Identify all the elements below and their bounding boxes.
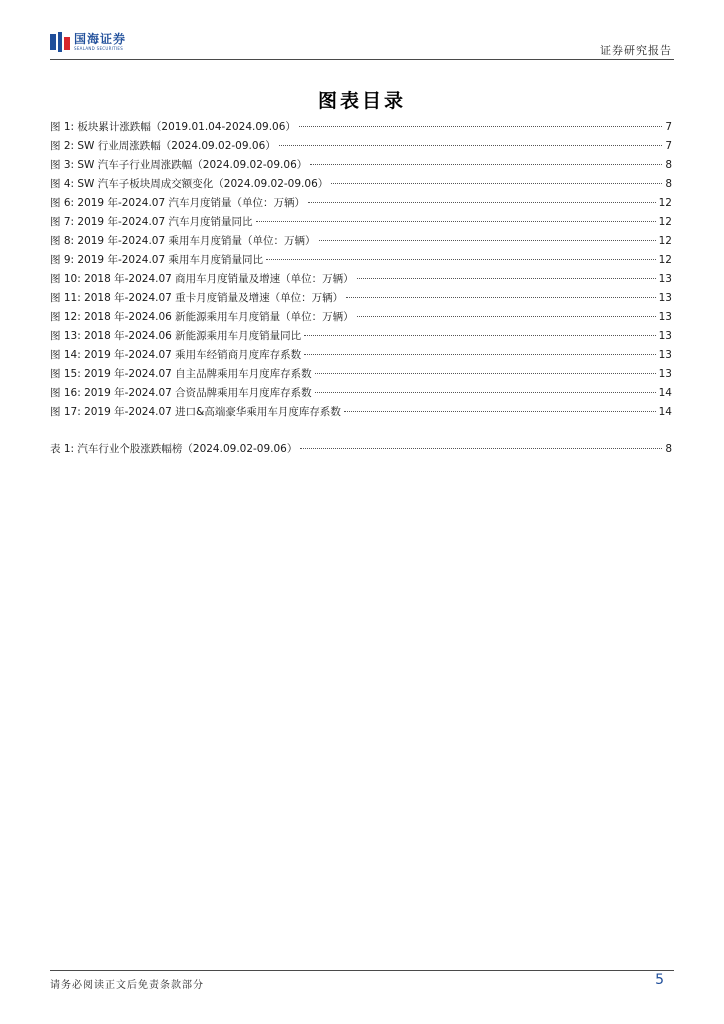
disclaimer-note: 请务必阅读正文后免责条款部分 — [50, 980, 204, 991]
toc-entry-label: 图 11: 2018 年-2024.07 重卡月度销量及增速（单位：万辆） — [50, 292, 344, 304]
toc-entry-page: 12 — [658, 197, 672, 209]
toc-entry-label: 图 8: 2019 年-2024.07 乘用车月度销量（单位：万辆） — [50, 235, 316, 247]
page-header — [50, 30, 674, 60]
toc-entry[interactable] — [50, 271, 672, 290]
toc-entry-page: 13 — [658, 273, 672, 285]
toc-entry[interactable] — [50, 157, 672, 176]
toc-entry[interactable] — [50, 404, 672, 423]
dot-leader — [304, 335, 655, 336]
toc-entry[interactable] — [50, 195, 672, 214]
dot-leader — [346, 297, 655, 298]
header-divider — [50, 59, 674, 60]
figure-table-of-contents — [50, 119, 672, 460]
dot-leader — [319, 240, 656, 241]
toc-entry-page: 13 — [658, 292, 672, 304]
toc-entry-page: 8 — [665, 159, 672, 171]
toc-entry-label: 图 3: SW 汽车子行业周涨跌幅（2024.09.02-09.06） — [50, 159, 308, 171]
toc-entry-label: 图 1: 板块累计涨跌幅（2019.01.04-2024.09.06） — [50, 121, 296, 133]
footer-divider — [50, 970, 674, 971]
toc-entry-label: 图 7: 2019 年-2024.07 汽车月度销量同比 — [50, 216, 253, 228]
toc-entry-page: 12 — [658, 235, 672, 247]
toc-entry-label: 图 17: 2019 年-2024.07 进口&高端豪华乘用车月度库存系数 — [50, 406, 341, 418]
toc-entry-page: 12 — [658, 254, 672, 266]
page-title: 图表目录 — [317, 90, 406, 112]
toc-entry-page: 8 — [665, 443, 672, 455]
toc-entry-label: 图 9: 2019 年-2024.07 乘用车月度销量同比 — [50, 254, 263, 266]
toc-entry[interactable] — [50, 290, 672, 309]
toc-entry-page: 14 — [658, 406, 672, 418]
dot-leader — [300, 448, 662, 449]
toc-entry-label: 图 12: 2018 年-2024.06 新能源乘用车月度销量（单位：万辆） — [50, 311, 354, 323]
dot-leader — [304, 354, 655, 355]
toc-entry-label: 图 2: SW 行业周涨跌幅（2024.09.02-09.06） — [50, 140, 276, 152]
company-logo — [50, 30, 126, 54]
report-type-label: 证券研究报告 — [600, 44, 672, 57]
toc-entry[interactable] — [50, 347, 672, 366]
page-number: 5 — [655, 972, 664, 988]
dot-leader — [315, 392, 656, 393]
dot-leader — [310, 164, 662, 165]
toc-entry-page: 13 — [658, 311, 672, 323]
logo-name-en: SEALAND SECURITIES — [74, 46, 124, 51]
dot-leader — [266, 259, 656, 260]
dot-leader — [344, 411, 656, 412]
list-spacer — [50, 423, 672, 441]
toc-entry[interactable] — [50, 233, 672, 252]
toc-entry-label: 图 10: 2018 年-2024.07 商用车月度销量及增速（单位：万辆） — [50, 273, 354, 285]
toc-entry[interactable] — [50, 328, 672, 347]
toc-entry-page: 14 — [658, 387, 672, 399]
dot-leader — [315, 373, 656, 374]
toc-entry-page: 7 — [665, 140, 672, 152]
toc-entry-page: 13 — [658, 330, 672, 342]
dot-leader — [256, 221, 656, 222]
toc-entry-page: 12 — [658, 216, 672, 228]
sealand-logo-icon — [50, 32, 70, 52]
toc-entry-page: 8 — [665, 178, 672, 190]
toc-entry-label: 表 1: 汽车行业个股涨跌幅榜（2024.09.02-09.06） — [50, 443, 298, 455]
toc-entry-label: 图 14: 2019 年-2024.07 乘用车经销商月度库存系数 — [50, 349, 302, 361]
figure-list — [50, 119, 672, 423]
logo-name-cn: 国海证券 — [74, 32, 127, 46]
toc-entry[interactable] — [50, 252, 672, 271]
toc-entry[interactable] — [50, 176, 672, 195]
toc-entry[interactable] — [50, 214, 672, 233]
dot-leader — [357, 316, 656, 317]
dot-leader — [279, 145, 663, 146]
toc-entry[interactable] — [50, 366, 672, 385]
toc-entry-label: 图 4: SW 汽车子板块周成交额变化（2024.09.02-09.06） — [50, 178, 329, 190]
toc-entry-page: 7 — [665, 121, 672, 133]
dot-leader — [357, 278, 656, 279]
toc-entry-label: 图 16: 2019 年-2024.07 合资品牌乘用车月度库存系数 — [50, 387, 312, 399]
toc-entry[interactable] — [50, 309, 672, 328]
toc-entry-page: 13 — [658, 349, 672, 361]
dot-leader — [299, 126, 662, 127]
toc-entry-label: 图 15: 2019 年-2024.07 自主品牌乘用车月度库存系数 — [50, 368, 312, 380]
dot-leader — [331, 183, 662, 184]
toc-entry[interactable] — [50, 441, 672, 460]
toc-entry-page: 13 — [658, 368, 672, 380]
toc-entry[interactable] — [50, 119, 672, 138]
toc-entry[interactable] — [50, 385, 672, 404]
table-list — [50, 441, 672, 460]
toc-entry-label: 图 6: 2019 年-2024.07 汽车月度销量（单位：万辆） — [50, 197, 305, 209]
toc-entry-label: 图 13: 2018 年-2024.06 新能源乘用车月度销量同比 — [50, 330, 302, 342]
dot-leader — [308, 202, 656, 203]
toc-entry[interactable] — [50, 138, 672, 157]
